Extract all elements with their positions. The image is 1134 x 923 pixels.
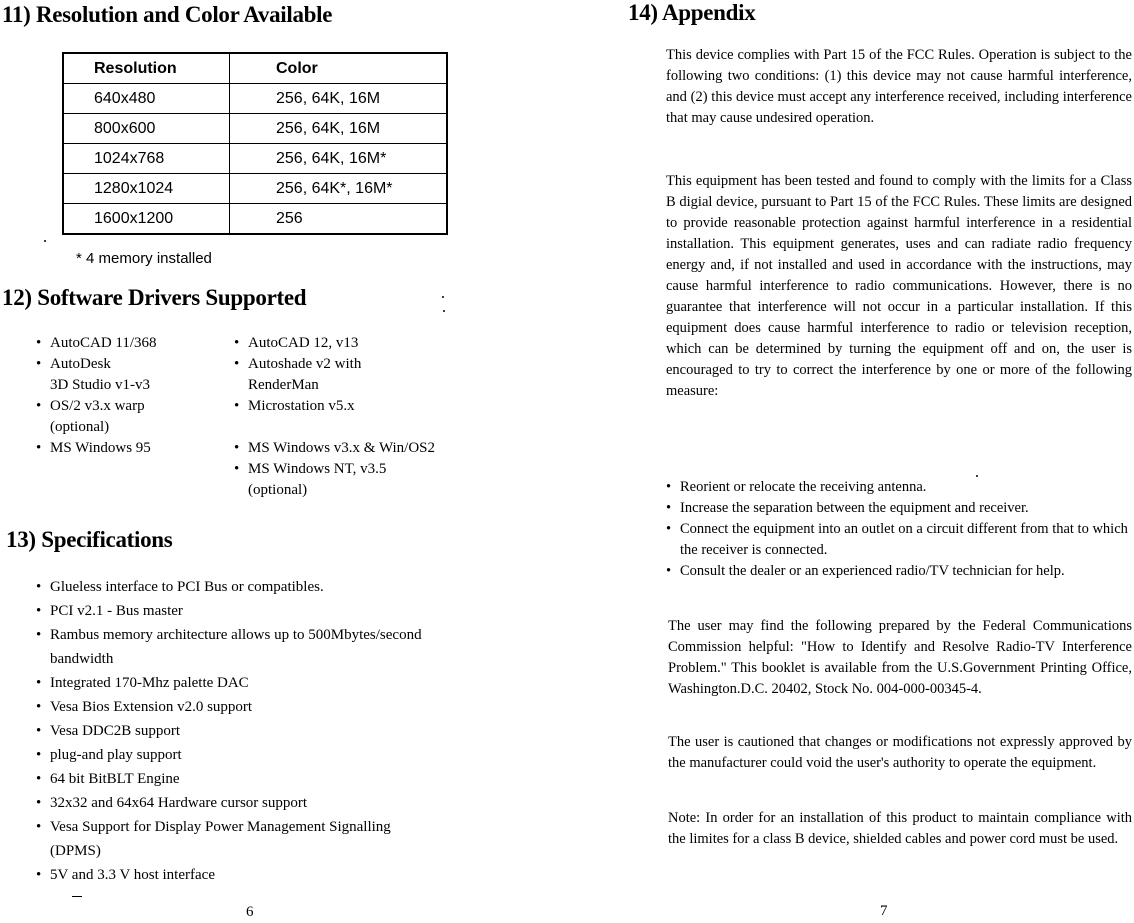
scan-speck (443, 310, 445, 312)
resolution-cell: 800x600 (63, 114, 230, 144)
list-item: • MS Windows v3.x & Win/OS2 (234, 438, 544, 459)
color-cell: 256 (230, 204, 448, 235)
page-number-right: 7 (880, 903, 888, 919)
list-item: • 32x32 and 64x64 Hardware cursor support (36, 791, 506, 815)
color-column-header: Color (230, 53, 448, 84)
section-11-heading: 11) Resolution and Color Available (2, 2, 333, 27)
table-row (63, 174, 447, 204)
list-item: • AutoCAD 12, v13 (234, 333, 544, 354)
appendix-heading: 14) Appendix (628, 0, 756, 25)
table-row (63, 84, 447, 114)
scan-speck (44, 240, 46, 242)
resolution-cell: 640x480 (63, 84, 230, 114)
shielded-cables-note: Note: In order for an installation of this product to maintain compliance with the limites for a class B device, shielded cables and power cord must be used. (668, 810, 1132, 847)
list-item: • Rambus memory architecture allows up to 500Mbytes/second bandwidth (36, 623, 506, 671)
class-b-paragraph: This equipment has been tested and found to comply with the limits for a Class B digial device, pursuant to Part 15 of the FCC Rules. These limits are designed to provide reasonable protection against harmful interference in a residential installation. This equipment generates, uses and can radiate radio frequency energy and, if not installed and used in accordance with the instructions, may cause harmful interference to radio communications. However, there is no guarantee that interference will not occur in a particular installation. If this equipment does cause harmful interference to radio or television reception, which can be determined by turning the equipment off and on, the user is encouraged to try to correct the interference by one or more of the following measure: (666, 173, 1132, 399)
list-item: • PCI v2.1 - Bus master (36, 599, 506, 623)
fcc-booklet-paragraph: The user may find the following prepared by the Federal Communications Commission helpful: "How to Identify and Resolve Radio-TV Interference Problem." This booklet is available from the U.S.Government Printing Office, Washington.D.C. 20402, Stock No. 004-000-00345-4. (668, 618, 1132, 697)
list-item: • Vesa Bios Extension v2.0 support (36, 695, 506, 719)
drivers-list-col1 (36, 333, 226, 459)
list-item: • Connect the equipment into an outlet on a circuit different from that to which the receiver is connected. (666, 519, 1132, 561)
resolution-cell: 1600x1200 (63, 204, 230, 235)
scan-speck (976, 475, 978, 477)
modification-warning-paragraph: The user is cautioned that changes or modifications not expressly approved by the manufacturer could void the user's authority to operate the equipment. (668, 734, 1132, 771)
list-item: • Vesa Support for Display Power Management Signalling (DPMS) (36, 815, 506, 863)
scan-mark (72, 896, 82, 897)
list-item: • Microstation v5.x (234, 396, 544, 417)
color-cell: 256, 64K, 16M (230, 114, 448, 144)
resolution-cell: 1280x1024 (63, 174, 230, 204)
list-item: • AutoCAD 11/368 (36, 333, 226, 354)
interference-measures-list (666, 477, 1132, 582)
section-12-heading: 12) Software Drivers Supported (2, 285, 307, 310)
list-item: • Glueless interface to PCI Bus or compatibles. (36, 575, 506, 599)
table-header-row (63, 53, 447, 84)
list-item: • Vesa DDC2B support (36, 719, 506, 743)
drivers-list-col2 (234, 333, 544, 501)
list-item: • plug-and play support (36, 743, 506, 767)
resolution-cell: 1024x768 (63, 144, 230, 174)
fcc-compliance-paragraph: This device complies with Part 15 of the FCC Rules. Operation is subject to the following two conditions: (1) this device may not cause harmful interference, and (2) this device must accept any interference received, including interference that may cause undesired operation. (666, 47, 1132, 126)
list-item: • Integrated 170-Mhz palette DAC (36, 671, 506, 695)
list-item: • OS/2 v3.x warp (optional) (36, 396, 226, 438)
list-item: • AutoDesk 3D Studio v1-v3 (36, 354, 226, 396)
scan-speck (442, 296, 444, 298)
color-cell: 256, 64K*, 16M* (230, 174, 448, 204)
specifications-list (36, 575, 506, 887)
color-cell: 256, 64K, 16M (230, 84, 448, 114)
section-13-heading: 13) Specifications (6, 527, 173, 552)
page-number-left: 6 (246, 904, 254, 920)
table-row (63, 114, 447, 144)
resolution-column-header: Resolution (63, 53, 230, 84)
memory-footnote: * 4 memory installed (76, 250, 212, 267)
table-row (63, 144, 447, 174)
resolution-color-table (62, 52, 448, 235)
list-item: • 64 bit BitBLT Engine (36, 767, 506, 791)
list-item: • Consult the dealer or an experienced radio/TV technician for help. (666, 561, 1132, 582)
list-item: • MS Windows 95 (36, 438, 226, 459)
right-page (560, 0, 1134, 923)
list-item: • 5V and 3.3 V host interface (36, 863, 506, 887)
list-item: • Increase the separation between the equipment and receiver. (666, 498, 1132, 519)
table-row (63, 204, 447, 235)
list-item: • MS Windows NT, v3.5 (optional) (234, 459, 544, 501)
list-item: • Autoshade v2 with RenderMan (234, 354, 544, 396)
color-cell: 256, 64K, 16M* (230, 144, 448, 174)
left-page (0, 0, 560, 923)
list-item: • Reorient or relocate the receiving antenna. (666, 477, 1132, 498)
